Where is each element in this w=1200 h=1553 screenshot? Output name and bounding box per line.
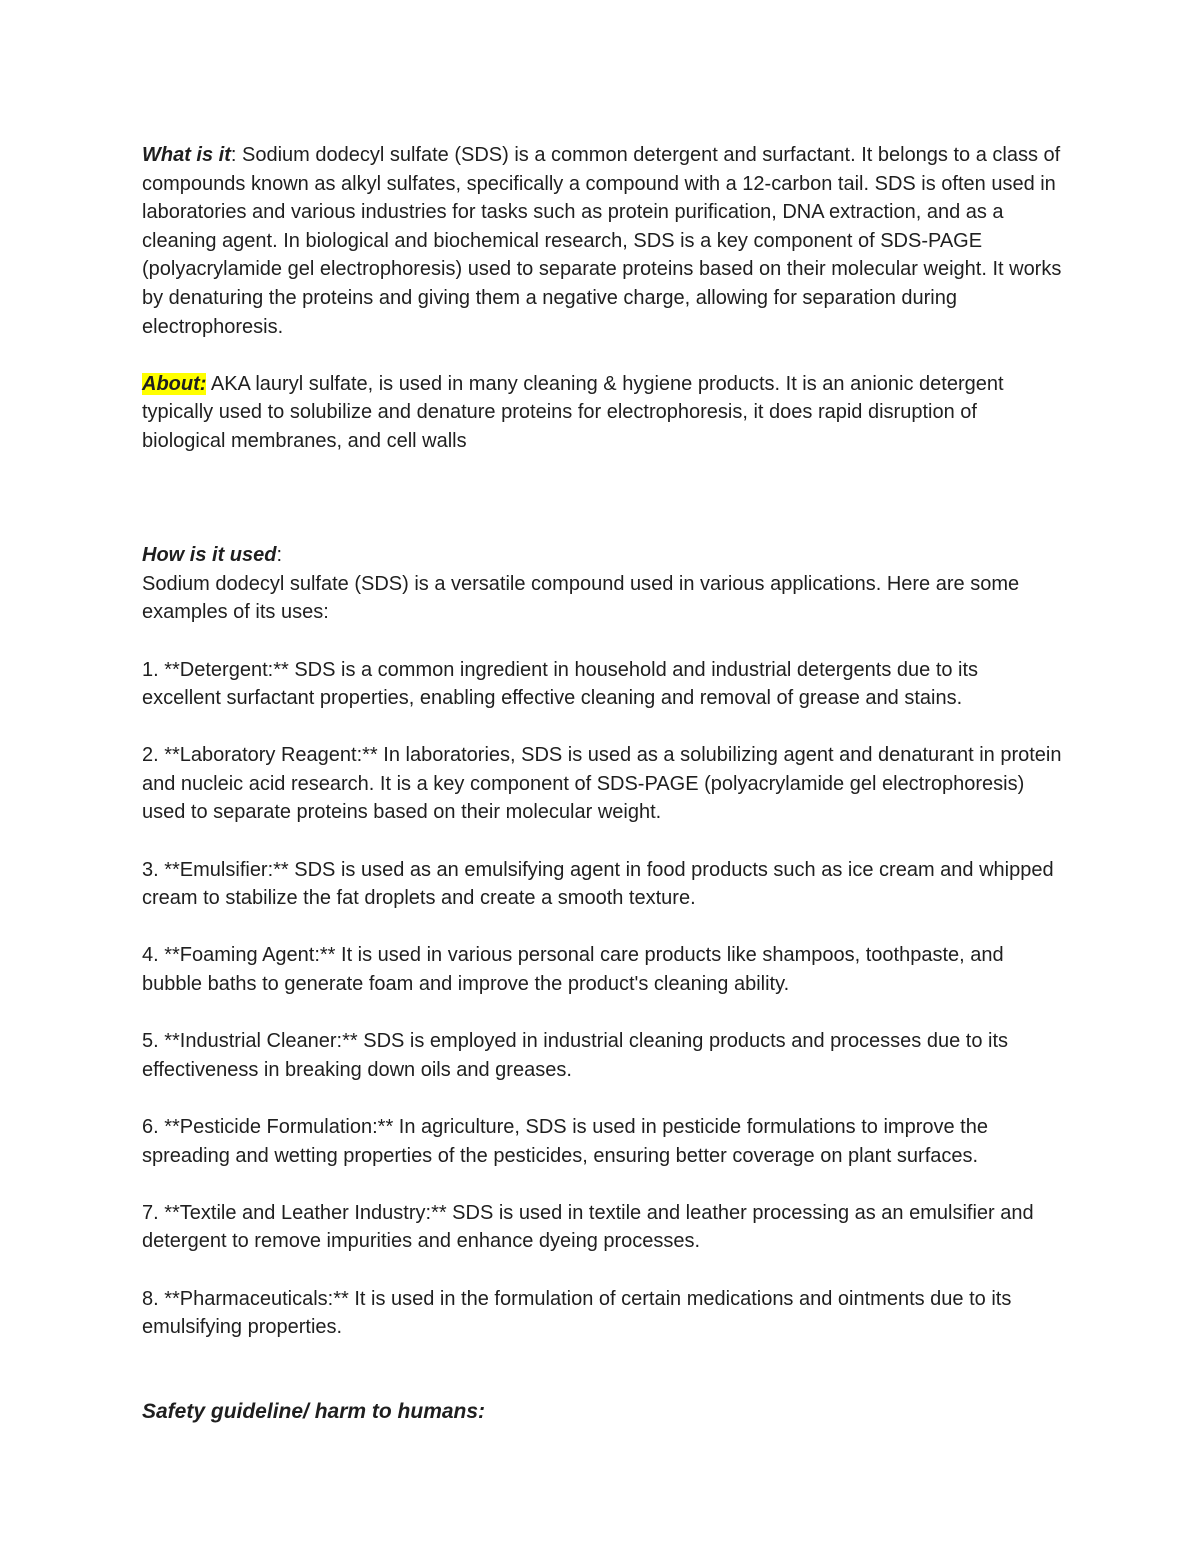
document-page [142,141,1062,1427]
list-item: 5. **Industrial Cleaner:** SDS is employed in industrial cleaning products and processes due to its effectiveness in breaking down oils and greases. [142,1030,1009,1081]
about-text: AKA lauryl sulfate, is used in many cleaning & hygiene products. It is an anionic detergent typically used to solubilize and denature proteins for electrophoresis, it does rapid disruption of biological membranes, and cell walls [142,372,1004,452]
list-item: 3. **Emulsifier:** SDS is used as an emulsifying agent in food products such as ice cream and whipped cream to stabilize the fat droplets and create a smooth texture. [142,858,1054,910]
about-label: About: [142,372,207,395]
list-item: 1. **Detergent:** SDS is a common ingredient in household and industrial detergents due to its excellent surfactant properties, enabling effective cleaning and removal of grease and stains. [142,658,979,710]
list-item: 8. **Pharmaceuticals:** It is used in the formulation of certain medications and ointments due to its emulsifying properties. [142,1287,1012,1339]
list-item: 4. **Foaming Agent:** It is used in various personal care products like shampoos, toothpaste, and bubble baths to generate foam and improve the product's cleaning ability. [142,944,1004,996]
about-paragraph [142,370,1062,456]
safety-heading: Safety guideline/ harm to humans: [142,1400,486,1424]
what-is-it-paragraph [142,141,1062,341]
section-spacer [142,484,1062,541]
what-is-it-text: : Sodium dodecyl sulfate (SDS) is a common detergent and surfactant. It belongs to a class of compounds known as alkyl sulfates, specifically a compound with a 12-carbon tail. SDS is often used in laboratories and various industries for tasks such as protein purification, DNA extraction, and as a cleaning agent. In biological and biochemical research, SDS is a key component of SDS-PAGE (polyacrylamide gel electrophoresis) used to separate proteins based on their molecular weight. It works by denaturing the proteins and giving them a negative charge, allowing for separation during electrophoresis. [142,144,1062,338]
what-is-it-label: What is it [142,144,231,166]
section-spacer [142,1370,1062,1398]
list-item: 7. **Textile and Leather Industry:** SDS is used in textile and leather processing as an emulsifier and detergent to remove impurities and enhance dyeing processes. [142,1201,1034,1253]
how-used-heading [142,541,1062,570]
list-item: 6. **Pesticide Formulation:** In agriculture, SDS is used in pesticide formulations to improve the spreading and wetting properties of the pesticides, ensuring better coverage on plant surfaces. [142,1116,988,1167]
how-used-colon: : [276,544,283,567]
list-item: 2. **Laboratory Reagent:** In laboratories, SDS is used as a solubilizing agent and denaturant in protein and nucleic acid research. It is a key component of SDS-PAGE (polyacrylamide gel electrophoresis) used to separate proteins based on their molecular weight. [142,744,1062,824]
how-used-label: How is it used [142,544,277,567]
how-used-intro: Sodium dodecyl sulfate (SDS) is a versatile compound used in various applications. Here are some examples of its uses: [142,572,1020,624]
